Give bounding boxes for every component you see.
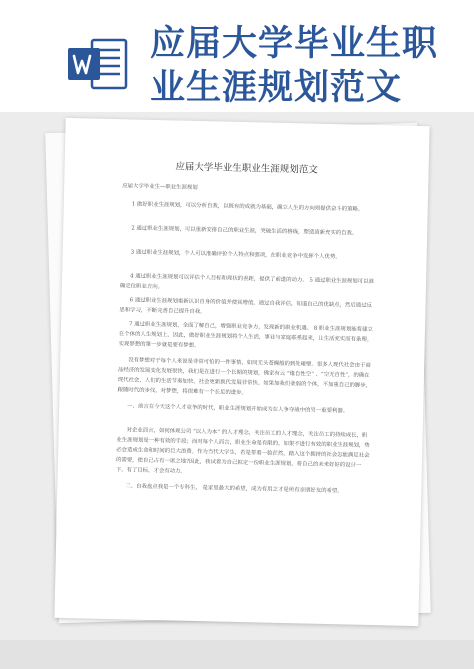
paragraph: 2 通过职业生涯规划，可以重新安排自己的职业生涯，突破生活的格线，塑造清新充实的自我。 xyxy=(131,225,358,237)
page-headline: 应届大学毕业生职业生涯规划范文 xyxy=(150,24,439,108)
document-subtitle: 应届大学毕业生—职业生涯规划 xyxy=(122,183,198,191)
paragraph: 对企业而言，如何体现公司 “以人为本” 的人才理念，关注员工的人才理念，关注员工的持续成长，职业生涯规划是一种有效的手段；而对每个人而言，职业生命是有限的，如果不进行有效的职业生涯规划，势必会造成生命和时间的巨大浪费。作为当代大学生，若是带着一脸茫然，踏入这个拥挤的社会怎能满足社会的需要，使自己占有一席之地?因此，我试着为自己拟定一份职业生涯规划，将自己的未来好好的设计一下。有了目标，才会有动力。 xyxy=(115,427,370,475)
banner xyxy=(0,0,474,112)
bottom-strip xyxy=(0,640,474,669)
paragraph: 4 通过职业生涯规划可以评估个人目标和现状的差距，提供了前进的动力。 5 通过职业生涯规划可以准确定位职业方向。 xyxy=(119,273,374,291)
document-title: 应届大学毕业生职业生涯规划范文 xyxy=(175,161,318,176)
word-document-icon xyxy=(66,36,130,92)
paragraph: 6 通过职业生涯规划重新认识自身的价值并使其增值，通过自我评估，知道自己的优缺点，然后通过反思和学习，不断完善自己提升自我。 xyxy=(119,297,372,316)
paragraph: 二、自我盘点我是一个专科生， 是家里最大的希望，成为有用之才是所有亲朋好友的希望。 xyxy=(125,483,343,495)
document-page xyxy=(54,118,429,626)
paragraph: 1 做好职业生涯规划，可以分析自我，以既有的成就为基础，确立人生的方向则提供奋斗的策略。 xyxy=(131,201,364,213)
paragraph: 3 通过职业生涯规划，个人可以准确评价个人特点和强项，在职业竞争中发挥个人优势。 xyxy=(130,249,341,261)
paragraph: 没有梦想对于每个人来说是非常可怕的一件事情，如同无头苍蝇般的到处碰壁。很多人现代社会由于商品经济的发展变化发展很快，我们是在进行一个长期的规划，佛家有云 “缘自性空” 、“空无自性”，的确在现代社会，人们的生活节奏加快，社会更新换代发展非常快。如果加我们柔弱的个体，不加重自己的脚步，跟随时代的步伐，对梦想，将很难有一个长足的进步。 xyxy=(117,357,372,397)
paragraph: 7 通过职业生涯规划，全面了解自己，增强职业竞争力，发现新的职业机遇。 8 职业生涯规划能将建立在个体的人生规划上，因此，做好职业生涯规划将个人生活，事业与家庭联系起来，让生活充实而有条理。 实现梦想的第一步就是要有梦想。 xyxy=(118,321,373,350)
paragraph: 一、前言在今天这个人才竞争的时代，职业生涯规划开始成为在人争夺战中的另一重要利器。 xyxy=(127,403,349,415)
